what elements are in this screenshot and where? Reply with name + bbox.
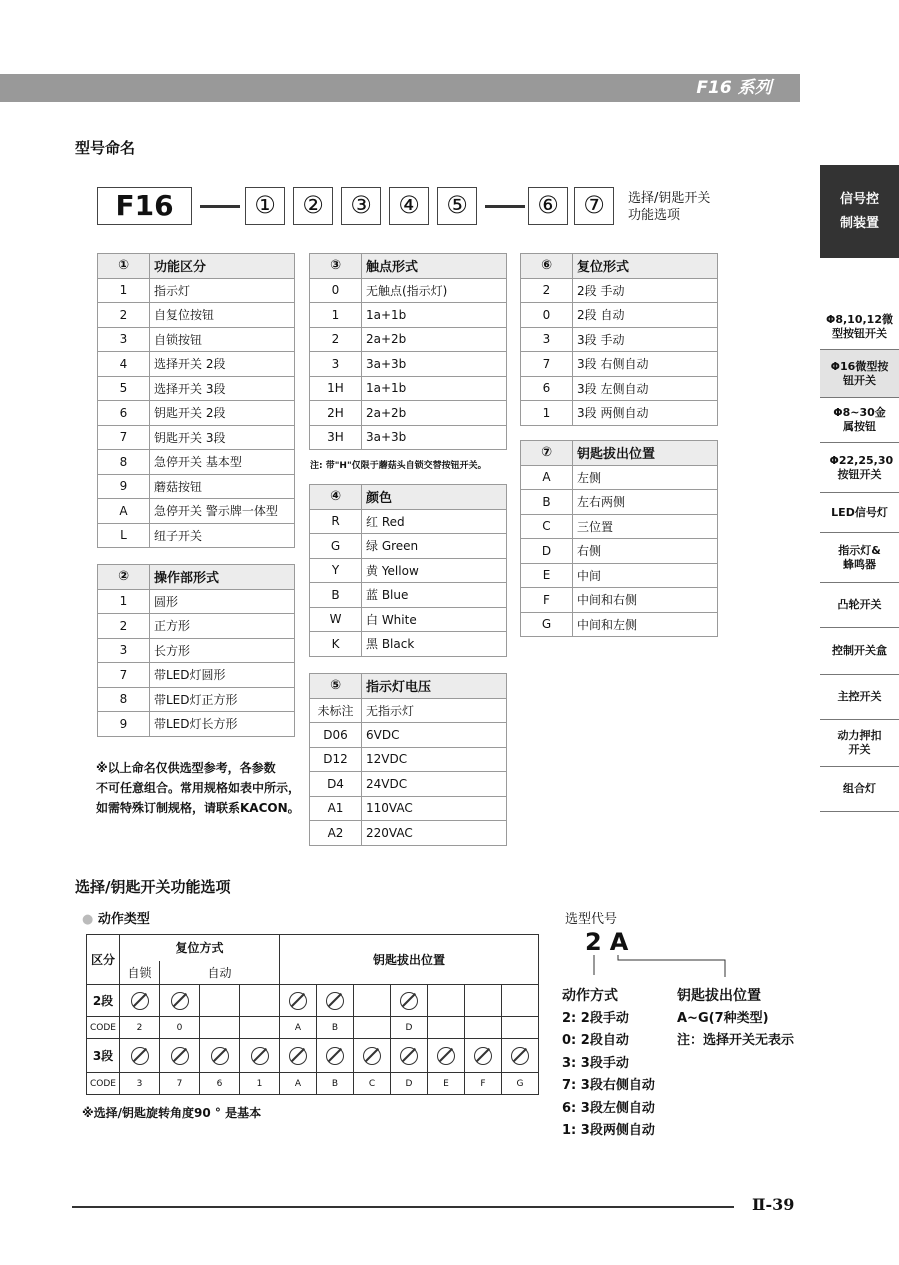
switch-position-icon [251,1047,269,1065]
sidebar-item[interactable]: LED信号灯 [820,493,899,533]
table-header: ① 功能区分 [98,254,295,279]
table-row: B 蓝 Blue [310,583,507,608]
table-row: 1 1a+1b [310,303,507,328]
sidebar-item[interactable]: 凸轮开关 [820,583,899,628]
sidebar-item[interactable]: Φ22,25,30按钮开关 [820,443,899,493]
switch-position-icon [171,992,189,1010]
slot-2: ② [293,187,333,225]
slot-5: ⑤ [437,187,477,225]
subheading: ● 动作类型 [82,912,150,927]
switch-position-icon [131,1047,149,1065]
table-row: B 左右两侧 [521,490,718,515]
code-cell: A [280,1073,317,1095]
table-header: ② 操作部形式 [98,565,295,590]
key-list: 钥匙拔出位置 A~G(7种类型) 注：选择开关无表示 [677,988,795,1048]
code-connector-lines [560,955,740,985]
code-cell: 1 [240,1073,280,1095]
table-row: 1 指示灯 [98,278,295,303]
footer-line [72,1206,734,1208]
table-row: 3H 3a+3b [310,425,507,450]
sidebar-item[interactable]: 指示灯&蜂鸣器 [820,533,899,583]
switch-position-icon [400,992,418,1010]
code-cell: 0 [160,1017,200,1039]
table-row: 2 正方形 [98,614,295,639]
table-operator [97,564,295,737]
sidebar-item[interactable]: 主控开关 [820,675,899,720]
switch-position-icon [326,1047,344,1065]
bullet-icon: ● [82,912,94,927]
table-row: G 中间和左侧 [521,612,718,637]
switch-position-icon [326,992,344,1010]
table-row: 6 钥匙开关 2段 [98,401,295,426]
code-cell [502,1017,539,1039]
table-row: A 急停开关 警示牌一体型 [98,499,295,524]
slot-3: ③ [341,187,381,225]
section-title-naming: 型号命名 [75,139,136,157]
code-cell: 6 [200,1073,240,1095]
code-cell [428,1017,465,1039]
table-row: 2 2段 手动 [521,278,718,303]
table-row: 1H 1a+1b [310,376,507,401]
code-cell: 2 [120,1017,160,1039]
table-row: Y 黄 Yellow [310,558,507,583]
slot-1: ① [245,187,285,225]
code-cell: 3 [120,1073,160,1095]
table-function [97,253,295,548]
table-color [309,484,507,657]
switch-position-icon [131,992,149,1010]
switch-position-icon [437,1047,455,1065]
table-row: 未标注 无指示灯 [310,698,507,723]
table-row: 1 圆形 [98,589,295,614]
table-row: 7 3段 右侧自动 [521,352,718,377]
slot-6: ⑥ [528,187,568,225]
naming-note: ※以上命名仅供选型参考，各参数 不可任意组合。常用规格如表中所示， 如需特殊订制规格，请联系KACON。 [96,761,301,815]
switch-position-icon [171,1047,189,1065]
code-cell [240,1017,280,1039]
table-row: 3 3段 手动 [521,327,718,352]
slot-7: ⑦ [574,187,614,225]
code-cell: C [354,1073,391,1095]
table-row: 1 3段 两侧自动 [521,401,718,426]
sidebar-item[interactable]: 控制开关盒 [820,628,899,675]
table-reset [520,253,718,426]
switch-position-icon [511,1047,529,1065]
table-row: 9 带LED灯长方形 [98,712,295,737]
table-header: ④ 颜色 [310,485,507,510]
table-header: ⑦ 钥匙拔出位置 [521,441,718,466]
code-cell: D [391,1017,428,1039]
switch-position-icon [363,1047,381,1065]
section-title-options: 选择/钥匙开关功能选项 [75,878,231,896]
sidebar-item-signal[interactable]: 信号控制装置 [820,165,899,258]
model-note: 选择/钥匙开关 功能选项 [628,191,711,223]
table-row: 0 无触点(指示灯) [310,278,507,303]
table-header: ③ 触点形式 [310,254,507,279]
code-cell: E [428,1073,465,1095]
code-cell [465,1017,502,1039]
table-row: 7 带LED灯圆形 [98,663,295,688]
table-row: 8 急停开关 基本型 [98,450,295,475]
switch-position-icon [289,992,307,1010]
table-header: ⑥ 复位形式 [521,254,718,279]
action-list: 动作方式 2: 2段手动 0: 2段自动 3: 3段手动 7: 3段右侧自动 6: 3段左侧自动 1: 3段两侧自动 [562,988,655,1138]
sidebar-item[interactable]: Φ8~30金属按钮 [820,398,899,443]
selection-code-label: 选型代号 [565,912,618,927]
code-cell: D [391,1073,428,1095]
dash [485,205,525,208]
code-cell [354,1017,391,1039]
code-cell: B [317,1073,354,1095]
sidebar-item-f16[interactable]: Φ16微型按钮开关 [820,350,899,398]
contact-note: 注: 带"H"仅限于蘑菇头自锁交替按钮开关。 [310,461,487,471]
table-row: D 右侧 [521,539,718,564]
table-row: D06 6VDC [310,723,507,748]
dash [200,205,240,208]
table-row: 8 带LED灯正方形 [98,687,295,712]
table-row: 4 选择开关 2段 [98,352,295,377]
switch-position-icon [289,1047,307,1065]
table-row: D12 12VDC [310,747,507,772]
table-row: 3 长方形 [98,638,295,663]
table-row: 5 选择开关 3段 [98,376,295,401]
code-cell: F [465,1073,502,1095]
code-cell [200,1017,240,1039]
sidebar-item[interactable]: 组合灯 [820,767,899,812]
code-cell: B [317,1017,354,1039]
table-contact [309,253,507,450]
table-row: C 三位置 [521,514,718,539]
code-cell: G [502,1073,539,1095]
table-row: K 黑 Black [310,632,507,657]
table-row: 6 3段 左侧自动 [521,376,718,401]
table-key [520,440,718,637]
table-row: L 纽子开关 [98,523,295,548]
model-prefix: F16 [97,187,192,225]
code-cell: A [280,1017,317,1039]
sidebar-item[interactable]: 动力押扣开关 [820,720,899,767]
table-row: 2 2a+2b [310,327,507,352]
table-row: F 中间和右侧 [521,588,718,613]
table-row: D4 24VDC [310,772,507,797]
selection-code: 2A [585,928,637,956]
rotation-note: ※选择/钥匙旋转角度90 ° 是基本 [82,1106,262,1120]
table-row: 9 蘑菇按钮 [98,474,295,499]
table-row: 0 2段 自动 [521,303,718,328]
table-row: A 左侧 [521,465,718,490]
table-row: 3 自锁按钮 [98,327,295,352]
switch-position-icon [474,1047,492,1065]
table-row: E 中间 [521,563,718,588]
table-row: 7 钥匙开关 3段 [98,425,295,450]
table-row: A1 110VAC [310,796,507,821]
table-row: G 绿 Green [310,534,507,559]
table-header: ⑤ 指示灯电压 [310,674,507,699]
page-number: Ⅱ-39 [752,1195,795,1214]
table-row: 3 3a+3b [310,352,507,377]
table-voltage [309,673,507,846]
table-row: A2 220VAC [310,821,507,846]
series-title: F16 系列 [696,78,772,98]
code-cell: 7 [160,1073,200,1095]
action-type-table: 区分 复位方式 钥匙拔出位置 自锁 自动 2段 CODE 2 0 A B D 3段 CODE 3 7 6 1 A B C D E F G [86,934,539,1095]
switch-position-icon [211,1047,229,1065]
table-row: 2 自复位按钮 [98,303,295,328]
switch-position-icon [400,1047,418,1065]
table-row: 2H 2a+2b [310,401,507,426]
slot-4: ④ [389,187,429,225]
table-row: R 红 Red [310,509,507,534]
sidebar-item[interactable]: Φ8,10,12微型按钮开关 [820,305,899,350]
table-row: W 白 White [310,607,507,632]
